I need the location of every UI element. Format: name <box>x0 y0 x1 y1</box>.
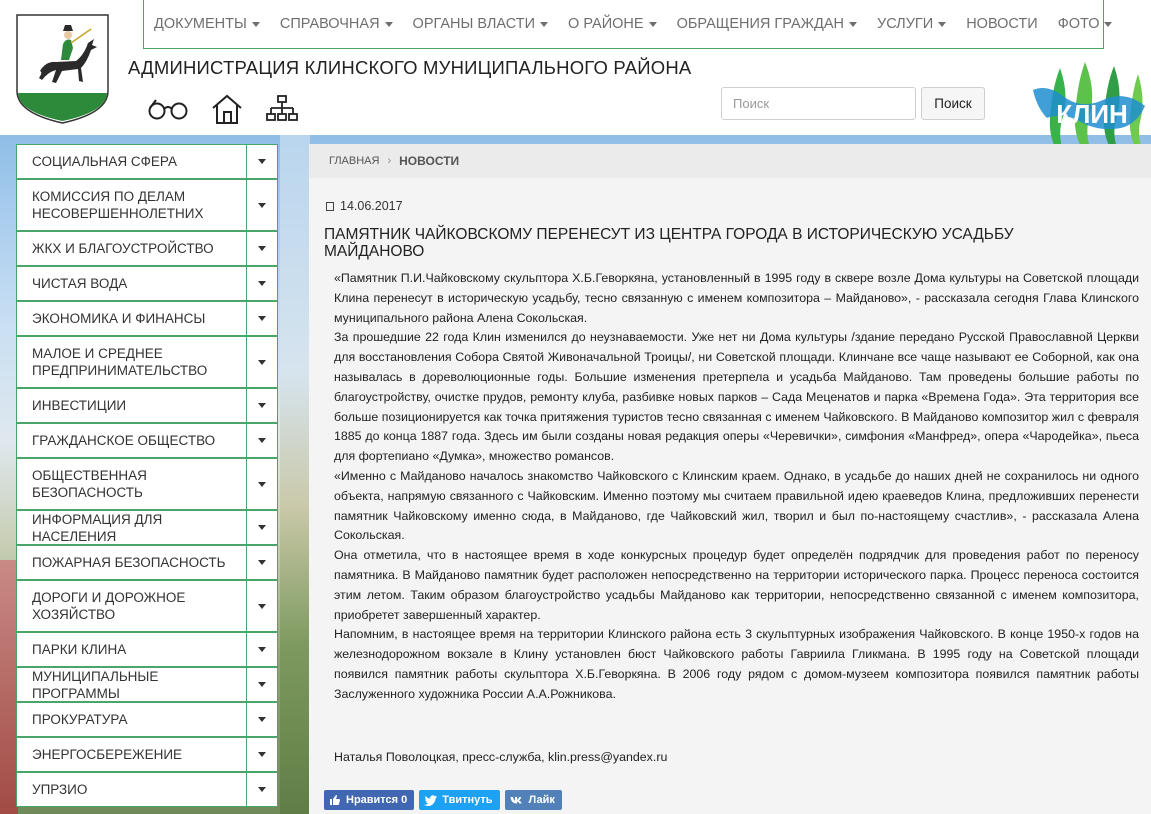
caret-down-icon <box>258 752 266 757</box>
search-button[interactable]: Поиск <box>921 87 985 120</box>
caret-down-icon <box>258 403 266 408</box>
caret-down-icon <box>540 22 548 27</box>
caret-down-icon <box>252 22 260 27</box>
article-date: 14.06.2017 <box>326 199 403 213</box>
caret-down-icon <box>258 438 266 443</box>
dropdown-toggle[interactable] <box>247 773 277 806</box>
klin-logo-text: КЛИН <box>1056 99 1128 129</box>
sidebar-item-clean-water[interactable]: ЧИСТАЯ ВОДА <box>16 266 278 301</box>
breadcrumb-current: НОВОСТИ <box>399 154 460 168</box>
sitemap-icon[interactable] <box>266 94 298 124</box>
sidebar-item-housing[interactable]: ЖКХ И БЛАГОУСТРОЙСТВО <box>16 231 278 266</box>
nav-item-photo[interactable]: ФОТО <box>1058 16 1113 32</box>
dropdown-toggle[interactable] <box>247 703 277 736</box>
sidebar-item-social-sphere[interactable]: СОЦИАЛЬНАЯ СФЕРА <box>16 144 278 179</box>
dropdown-toggle[interactable] <box>247 581 277 631</box>
site-title[interactable]: АДМИНИСТРАЦИЯ КЛИНСКОГО МУНИЦИПАЛЬНОГО РАЙОНА <box>128 57 692 78</box>
sidebar-menu <box>16 144 278 807</box>
nav-item-news[interactable]: НОВОСТИ <box>966 16 1038 32</box>
caret-down-icon <box>258 482 266 487</box>
dropdown-toggle[interactable] <box>247 232 277 265</box>
sidebar-item-municipal-programs[interactable]: МУНИЦИПАЛЬНЫЕ ПРОГРАММЫ <box>16 667 278 702</box>
caret-down-icon <box>258 281 266 286</box>
nav-item-about-district[interactable]: О РАЙОНЕ <box>568 16 657 32</box>
glasses-icon[interactable] <box>148 98 188 120</box>
sidebar-item-public-info[interactable]: ИНФОРМАЦИЯ ДЛЯ НАСЕЛЕНИЯ <box>16 510 278 545</box>
caret-down-icon <box>849 22 857 27</box>
sidebar-item-investments[interactable]: ИНВЕСТИЦИИ <box>16 388 278 423</box>
sidebar-item-civil-society[interactable]: ГРАЖДАНСКОЕ ОБЩЕСТВО <box>16 423 278 458</box>
caret-down-icon <box>258 717 266 722</box>
caret-down-icon <box>258 360 266 365</box>
caret-down-icon <box>938 22 946 27</box>
caret-down-icon <box>258 560 266 565</box>
nav-item-services[interactable]: УСЛУГИ <box>877 16 946 32</box>
caret-down-icon <box>258 316 266 321</box>
breadcrumb <box>309 144 1151 178</box>
dropdown-toggle[interactable] <box>247 511 277 544</box>
nav-item-documents[interactable]: ДОКУМЕНТЫ <box>154 16 260 32</box>
caret-down-icon <box>258 604 266 609</box>
sidebar-item-public-safety[interactable]: ОБЩЕСТВЕННАЯ БЕЗОПАСНОСТЬ <box>16 458 278 510</box>
coat-of-arms-icon[interactable] <box>15 13 110 125</box>
caret-down-icon <box>385 22 393 27</box>
calendar-icon <box>326 202 334 211</box>
dropdown-toggle[interactable] <box>247 668 277 701</box>
home-icon[interactable] <box>210 93 244 125</box>
article-author: Наталья Поволоцкая, пресс-служба, klin.press@yandex.ru <box>334 750 668 764</box>
dropdown-toggle[interactable] <box>247 546 277 579</box>
dropdown-toggle[interactable] <box>247 424 277 457</box>
sidebar-item-prosecutor[interactable]: ПРОКУРАТУРА <box>16 702 278 737</box>
dropdown-toggle[interactable] <box>247 633 277 666</box>
search-input[interactable] <box>721 87 916 120</box>
sidebar-item-juvenile-commission[interactable]: КОМИССИЯ ПО ДЕЛАМ НЕСОВЕРШЕННОЛЕТНИХ <box>16 179 278 231</box>
article-body <box>334 269 1139 705</box>
facebook-like-button[interactable]: Нравится 0 <box>324 790 414 810</box>
nav-item-reference[interactable]: СПРАВОЧНАЯ <box>280 16 393 32</box>
article-paragraph: За прошедшие 22 года Клин изменился до неузнаваемости. Уже нет ни Дома культуры /здание передано Русской Православной Церкви для восстановления Собора Святой Живоначальной Троицы/, ни Советской площади. Клинчане все чаще называют ее Соборной, как она называлась в дореволюционные годы. Большие изменения претерпела и усадьба Майданово. Там проведены большие работы по благоустройству, очистке прудов, ремонту клуба, разбивке новых парков – Сада Меценатов и парка «Времена Года». Эта территория все больше позиционируется как точка притяжения туристов тесно связанная с именем Чайковского. В Майданово композитор жил с февраля 1885 до конца 1887 года. Здесь им были созданы новая редакция оперы «Черевички», симфония «Манфред», опера «Чародейка», пьеса для фортепиано «Думка», множество романсов. <box>334 330 1139 464</box>
top-navigation <box>143 0 1104 49</box>
caret-down-icon <box>258 525 266 530</box>
dropdown-toggle[interactable] <box>247 337 277 387</box>
article-paragraph: Напомним, в настоящее время на территории Клинского района есть 3 скульптурных изображения Чайковского. В конце 1950-х годов на железнодорожном вокзале в Клину установлен бюст Чайковского работы Гавриила Гликмана. В 1995 году на Советской площади появился памятник работы скульптора Х.Б.Геворкяна. В 2006 году рядом с домом-музеем композитора появился памятник работы Заслуженного художника России А.А.Рожникова. <box>334 627 1139 701</box>
background-photo-strip <box>280 135 310 814</box>
twitter-bird-icon <box>424 795 437 806</box>
caret-down-icon <box>258 647 266 652</box>
caret-down-icon <box>258 682 266 687</box>
article-paragraph: «Именно с Майданово началось знакомство Чайковского с Клинским краем. Однако, в усадьбе до наших дней не сохранилось ни одного объекта, напрямую связанного с Чайковским. Именно поэтому мы считаем правильной идею краеведов Клина, предложивших перенести памятник Чайковскому именно сюда, в Майданово, где Чайковский жил, творил и был по-настоящему счастлив», - рассказала Алена Сокольская. <box>334 468 1139 543</box>
sidebar-item-small-business[interactable]: МАЛОЕ И СРЕДНЕЕ ПРЕДПРИНИМАТЕЛЬСТВО <box>16 336 278 388</box>
dropdown-toggle[interactable] <box>247 267 277 300</box>
nav-item-authorities[interactable]: ОРГАНЫ ВЛАСТИ <box>413 16 549 32</box>
dropdown-toggle[interactable] <box>247 459 277 509</box>
article-paragraph: Она отметила, что в настоящее время в ходе конкурсных процедур будет определён подрядчик для проведения работ по переносу памятника. В Майданово памятник будет расположен непосредственно на территории исторического парка. Процесс переноса состоится этим летом. Таким образом благоустройство усадьбы Майданово как территории, непосредственно связанной с именем композитора, приобретет завершенный характер. <box>334 548 1139 622</box>
accessibility-icons <box>148 92 320 126</box>
caret-down-icon <box>258 246 266 251</box>
vk-icon <box>510 796 524 805</box>
dropdown-toggle[interactable] <box>247 302 277 335</box>
article-title: ПАМЯТНИК ЧАЙКОВСКОМУ ПЕРЕНЕСУТ ИЗ ЦЕНТРА ГОРОДА В ИСТОРИЧЕСКУЮ УСАДЬБУ МАЙДАНОВО <box>324 226 1014 260</box>
sidebar-item-energy-saving[interactable]: ЭНЕРГОСБЕРЕЖЕНИЕ <box>16 737 278 772</box>
main-content <box>309 144 1151 814</box>
thumbs-up-icon <box>329 794 341 806</box>
dropdown-toggle[interactable] <box>247 145 277 178</box>
caret-down-icon <box>258 787 266 792</box>
dropdown-toggle[interactable] <box>247 389 277 422</box>
breadcrumb-separator: › <box>387 155 392 167</box>
dropdown-toggle[interactable] <box>247 738 277 771</box>
twitter-tweet-button[interactable]: Твитнуть <box>419 790 499 810</box>
article-paragraph: «Памятник П.И.Чайковскому скульптора Х.Б.Геворкяна, установленный в 1995 году в сквере возле Дома культуры на Советской площади Клина перенесут в историческую усадьбу, тесно связанную с именем композитора – Майданово», - рассказала сегодня Глава Клинского муниципального района Алена Сокольская. <box>334 271 1139 325</box>
caret-down-icon <box>258 159 266 164</box>
nav-item-citizen-appeals[interactable]: ОБРАЩЕНИЯ ГРАЖДАН <box>677 16 857 32</box>
social-share-buttons <box>324 790 567 810</box>
dropdown-toggle[interactable] <box>247 180 277 230</box>
sidebar-item-parks[interactable]: ПАРКИ КЛИНА <box>16 632 278 667</box>
sidebar-item-economy[interactable]: ЭКОНОМИКА И ФИНАНСЫ <box>16 301 278 336</box>
site-header <box>0 0 1151 135</box>
sidebar-item-roads[interactable]: ДОРОГИ И ДОРОЖНОЕ ХОЗЯЙСТВО <box>16 580 278 632</box>
vk-like-button[interactable]: Лайк <box>505 790 562 810</box>
caret-down-icon <box>649 22 657 27</box>
sidebar-item-fire-safety[interactable]: ПОЖАРНАЯ БЕЗОПАСНОСТЬ <box>16 545 278 580</box>
caret-down-icon <box>258 203 266 208</box>
breadcrumb-home-link[interactable]: ГЛАВНАЯ <box>329 155 380 167</box>
caret-down-icon <box>1104 22 1112 27</box>
sidebar-item-uprzio[interactable]: УПРЗИО <box>16 772 278 807</box>
